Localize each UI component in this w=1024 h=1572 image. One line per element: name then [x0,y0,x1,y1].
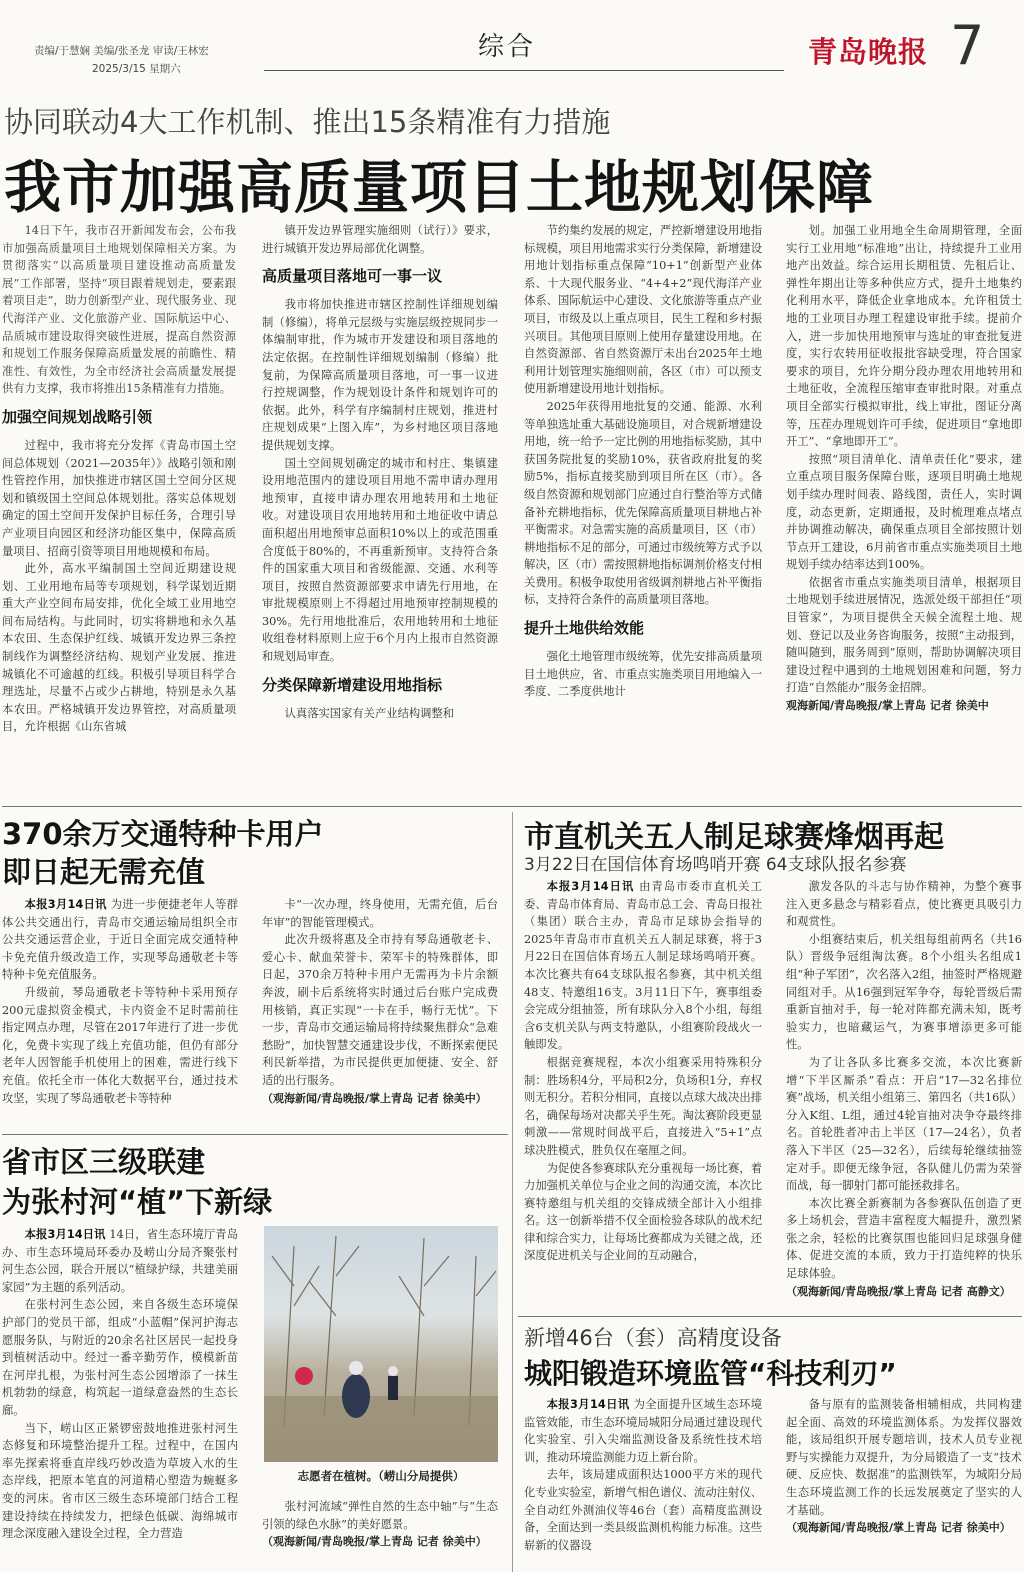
chengyang-text: 为全面提升区域生态环境监管效能，市生态环境局城阳分局通过建设现代化实验室、引入尖端监测设备及系统性技术培训，推动环境监测能力迈上新台阶。 [524,1398,762,1464]
photo-illustration [264,1226,498,1462]
photo-caption: 志愿者在植树。（崂山分局提供） [297,1469,465,1483]
chengyang-column-1 [524,1396,762,1572]
dateline: 本报3月14日讯 [24,1228,106,1241]
section-name: 综合 [478,32,537,62]
football-story-text: 小组赛结束后，机关组每组前两名（共16队）晋级争冠组淘汰赛。8个小组头名组成1组“种子军团”，次名落入2组，抽签时严格规避同组对手。从16强到冠军争夺，每轮晋级后需重新盲抽对手，每一轮对阵都充满未知，既考验实力，也暗藏运气，为赛事增添更多可能性。 [786,932,1022,1052]
chengyang-headline: 城阳锻造环境监管“科技利刃” [524,1357,897,1390]
river-story-column-1 [2,1226,238,1572]
lead-headline: 我市加强高质量项目土地规划保障 [4,155,874,221]
river-story-headline-2: 为张村河“植”下新绿 [2,1185,273,1219]
lead-intro: 14日下午，我市召开新闻发布会，公布我市加强高质量项目土地规划保障相关方案。为贯彻落实“以高质量项目建设推动高质量发展”工作部署，坚持“项目跟着规划走，要素跟着项目走”，助力创新型产业、现代服务业、现代海洋产业、文化旅游产业、国际航运中心、品质城市建设取得突破性进展，提高自然资源和规划工作服务保障高质量发展的前瞻性、精准性、有效性，为全市经济社会高质量发展提供有力支撑，我市将推出15条精准有力措施。 [2,224,236,396]
football-story-headline: 市直机关五人制足球赛烽烟再起 [524,820,944,855]
subhead-supply: 提升土地供给效能 [524,619,645,638]
dateline: 本报3月14日讯 [24,898,107,911]
lead-paragraph: 此外，高水平编制国土空间近期建设规划、工业用地布局等专项规划，科学谋划近期重大产业空间布局安排，优化全域工业用地空间布局结构。与此同时，切实将耕地和永久基本农田、生态保护红线、城镇开发边界三条控制线作为调整经济结构、规划产业发展、推进城镇化不可逾越的红线。积极引导项目科学合理选址，尽量不占或少占耕地，特别是永久基本农田。严格城镇开发边界管控，对高质量项目，允许根据《山东省城 [2,562,236,734]
lead-paragraph: 强化土地管理市级统筹，优先安排高质量项目土地供应，省、市重点实施类项目用地编入一季度、二季度供地计 [524,650,762,699]
paper-logo: 青岛晚报 [808,35,929,69]
river-story-column-2 [262,1498,498,1572]
chengyang-column-2 [786,1396,1022,1572]
lead-column-4 [786,222,1022,802]
card-story-text: 升级前，琴岛通敬老卡等特种卡采用预存200元虚拟资金模式，卡内资金不足时需前往指定网点办理，尽管在2017年进行了进一步优化，免费卡实现了线上充值功能，但仍有部分老年人因智能手机使用上的困难，需进行线下充值。依托全市一体化大数据平台，通过技术攻坚，实现了琴岛通敬老卡等特种 [2,985,238,1105]
football-story-text: 为促使各参赛球队充分重视每一场比赛，着力加强机关单位与企业之间的沟通交流，本次比赛特邀组与机关组的交锋成绩全部计入小组排名。这一创新举措不仅全面检验各球队的战术纪律和综合实力，让每场比赛都成为关键之战，还深度促进机关与企业间的互动融合， [524,1161,762,1263]
lead-column-1 [2,222,236,802]
football-story-text: 本次比赛全新赛制为各参赛队伍创造了更多上场机会，营造丰富程度大幅提升，激烈紧张之余，轻松的比赛氛围也能回归足球强身健体、促进交流的本质，致力于打造纯粹的快乐足球体验。 [786,1196,1022,1281]
card-story-text: 此次升级将惠及全市持有琴岛通敬老卡、爱心卡、献血荣誉卡、荣军卡的特殊群体，即日起，370余万特种卡用户无需再为卡片余额奔波，刷卡后系统将实时通过后台账户完成费用核销，真正实现“一卡在手，畅行无忧”。下一步，青岛市交通运输局将持续聚焦群众“急难愁盼”，加快智慧交通建设步伐，不断探索便民利民新举措，为市民提供更加便捷、安全、舒适的出行服务。 [262,933,498,1087]
chengyang-text: 去年，该局建成面积达1000平方米的现代化专业实验室，新增气相色谱仪、流动注射仪、全自动红外测油仪等46台（套）高精度监测设备，全面达到一类县级监测机构能力标准。这些崭新的仪器设 [524,1468,762,1552]
lead-kicker: 协同联动4大工作机制、推出15条精准有力措施 [4,105,611,139]
football-story-column-1 [524,878,762,1312]
card-story-column-1 [2,896,238,1128]
card-story-column-2 [262,896,498,1128]
lead-paragraph: 我市将加快推进市辖区控制性详细规划编制（修编），将单元层级与实施层级控规同步一体编制审批，作为城市开发建设和项目落地的法定依据。在控制性详细规划编制（修编）批复前，为保障高质量项目落地，可一事一议进行控规调整，作为规划设计条件和规划许可的依据。此外，科学有序编制村庄规划，推进村庄规划成果“上图入库”，为乡村地区项目落地提供规划支撑。 [262,298,498,452]
subhead-quota: 分类保障新增建设用地指标 [262,675,443,694]
page-header [0,0,1024,80]
chengyang-kicker: 新增46台（套）高精度设备 [524,1326,782,1350]
lead-column-3 [524,222,762,802]
header-meta [34,42,209,78]
lead-paragraph: 划。加强工业用地全生命周期管理，全面实行工业用地“标准地”出让，持续提升工业用地产出效益。综合运用长期租赁、先租后让、弹性年期出让等多种供应方式，提升土地集约化利用水平，降低企业拿地成本。允许租赁土地的工业项目办理工程建设审批手续。提前介入，进一步加快用地预审与选址的审查批复进度，实行农转用征收报批容缺受理，符合国家要求的项目，允许分期分段办理农用地转用和土地征收，全流程压缩审查审批时限。对重点项目全部实行模拟审批，线上审批，图证分离等，压茬办理规划许可手续，促进项目“拿地即开工”、“拿地即开工”。 [786,224,1022,449]
river-story-text: 张村河流域“弹性自然的生态中轴”与“生态引领的绿色水脉”的美好愿景。 [262,1500,498,1531]
lead-paragraph: 认真落实国家有关产业结构调整和 [284,706,455,720]
card-story-text: 为进一步便捷老年人等群体公共交通出行，青岛市交通运输局组织全市公共交通运营企业，于近日全面完成交通特种卡免充值升级改造工作，实现琴岛通敬老卡等特种卡免充值服务。 [2,898,238,982]
tree-planting-photo [264,1226,498,1462]
chengyang-text: 备与原有的监测装备相辅相成，共同构建起全面、高效的环境监测体系。为发挥仪器效能，该局组织开展专题培训，技术人员专业视野与实操能力双提升，为分局锻造了一支“技术硬、反应快、数据准”的监测铁军，为城阳分局生态环境监测工作的长远发展奠定了坚实的人才基础。 [786,1398,1022,1517]
lead-paragraph: 按照“项目清单化、清单责任化”要求，建立重点项目服务保障台账，逐项目明确土地规划手续办理时间表、路线图，责任人，实时调度，动态更新，定期通报，及时梳理难点堵点并协调推动解决，确保重点项目全部按照计划节点开工建设，6月前省市重点实施类项目土地规划手续办结率达到100%。 [786,452,1022,572]
lead-column-2 [262,222,498,802]
divider [2,806,1022,807]
river-story-text: 在张村河生态公园，来自各级生态环境保护部门的党员干部，组成“小蓝帽”保河护海志愿服务队，与附近的20余名社区居民一起投身到植树活动中。经过一番辛勤劳作，模模新苗在河岸扎根，为张村河生态公园增添了一抹生机勃勃的绿意，构筑起一道绿意盎然的生态长廊。 [2,1298,238,1417]
header-rule [264,70,784,71]
football-story-text: 由青岛市委市直机关工委、青岛市体育局、青岛市总工会、青岛日报社（集团）联合主办，青岛市足球协会指导的2025年青岛市市直机关五人制足球赛，将于3月22日在国信体育场五人制足球场鸣哨开赛。本次比赛共有64支球队报名参赛，其中机关组48支、特邀组16支。3月11日下午，赛事组委会完成分组抽签，所有球队分入8个小组，每组含6支机关队与两支特邀队，小组赛阶段战火一触即发。 [524,880,762,1052]
football-story-text: 为了让各队多比赛多交流，本次比赛新增“下半区厮杀”看点：开启“17—32名排位赛”战场，机关组小组第三、第四名（共16队）分入K组、L组，通过4轮盲抽对决争夺最终排名。首轮胜者冲击上半区（17—24名），负者落入下半区（25—32名），后续每轮继续抽签定对手。即便无缘争冠，各队健儿仍需为荣誉而战，每一脚射门都可能拯救排名。 [786,1055,1022,1193]
page-number: 7 [950,14,985,77]
football-story-text: 激发各队的斗志与协作精神，为整个赛事注入更多悬念与精彩看点，使比赛更具吸引力和观赏性。 [786,880,1022,929]
river-story-text: 当下，崂山区正紧锣密鼓地推进张村河生态修复和环境整治提升工程。过程中，在国内率先探索将垂直岸线巧妙改造为草坡入水的生态岸线，把原本笔直的河道精心塑造为蜿蜒多变的河床。省市区三级生态环境部门结合工程建设持续在持续发力，把绿色低碳、海绵城市理念深度融入建设全过程，全力营造 [2,1421,238,1541]
editors-line: 责编/于慧娴 美编/张圣龙 审读/王林宏 [34,45,209,57]
river-story-headline-1: 省市区三级联建 [2,1145,206,1179]
chengyang-byline: （观海新闻/青岛晚报/掌上青岛 记者 徐美中） [786,1521,1011,1535]
dateline: 本报3月14日讯 [546,1398,630,1411]
lead-paragraph: 国土空间规划确定的城市和村庄、集镇建设用地范围内的建设项目用地不需申请办理用地预审，直接申请办理农用地转用和土地征收。对建设项目农用地转用和土地征收中请总面积超出用地预审总面积10%以上的或范围重合度低于80%的，不再重新预审。支持符合条件的国家重大项目和省级能源、交通、水利等项目，按照自然资源部要求申请先行用地，在审批规模原则上不得超过用地预审控制规模的30%。先行用地批准后，农用地转用和土地征收组卷材料原则上应于6个月内上报市自然资源和规划局审查。 [262,456,498,664]
subhead-spatial: 加强空间规划战略引领 [2,407,153,426]
football-story-byline: （观海新闻/青岛晚报/掌上青岛 记者 高静文） [786,1284,1011,1298]
lead-paragraph: 依据省市重点实施类项目清单，根据项目土地规划手续进展情况，选派处级干部担任“项目管家”，为项目提供全天候全流程土地、规划、登记以及业务咨询服务，按照“主动报到，随叫随到，服务周到”原则，帮助协调解决项目建设过程中遇到的土地规划困难和问题，努力打造“自然能办”服务金招牌。 [786,575,1022,695]
football-story-subtitle: 3月22日在国信体育场鸣哨开赛 64支球队报名参赛 [524,855,907,875]
river-story-byline: （观海新闻/青岛晚报/掌上青岛 记者 徐美中） [262,1535,487,1549]
card-story-headline-1: 370余万交通特种卡用户 [2,817,324,851]
river-story-text: 14日，省生态环境厅青岛办、市生态环境局环委办及崂山分局齐聚张村河生态公园，联合开展以“植绿护绿，共建美丽家园”为主题的系列活动。 [2,1228,238,1294]
lead-paragraph: 节约集约发展的规定，严控新增建设用地指标规模，项目用地需求实行分类保障，新增建设用地计划指标重点保障“10+1”创新型产业体系、十大现代服务业、“4+4+2”现代海洋产业体系、国际航运中心建设、文化旅游等重点产业项目，市级及以上重点项目，民生工程和乡村振兴项目。其他项目原则上使用存量建设用地。在自然资源部、省自然资源厅未出台2025年土地利用计划管理实施细则前，各区（市）可以预支使用新增建设用地计划指标。 [524,224,762,396]
lead-paragraph: 镇开发边界管理实施细则（试行）》要求，进行城镇开发边界局部优化调整。 [262,224,498,255]
lead-paragraph: 过程中，我市将充分发挥《青岛市国土空间总体规划（2021—2035年）》战略引领和刚性管控作用，加快推进市辖区国土空间分区规划和镇级国土空间总体规划批。落实总体规划确定的国土空间开发保护目标任务，合理引导产业项目向园区和经济功能区集中，保障高质量项目、招商引资等项目用地规模和布局。 [2,438,236,558]
subhead-projects: 高质量项目落地可一事一议 [262,267,443,286]
football-story-column-2 [786,878,1022,1312]
card-story-text: 卡“一次办理，终身使用，无需充值，后台年审”的智能管理模式。 [262,898,498,929]
dateline: 本报3月14日讯 [546,880,635,893]
lead-byline: 观海新闻/青岛晚报/掌上青岛 记者 徐美中 [786,699,989,713]
card-story-byline: （观海新闻/青岛晚报/掌上青岛 记者 徐美中） [262,1091,487,1105]
lead-paragraph: 2025年获得用地批复的交通、能源、水利等单独选址重大基础设施项目，对合规新增建设用地，统一给予一定比例的用地指标奖励，其中获国务院批复的奖励10%，获省政府批复的奖励5%，指标直接奖励到项目所在区（市）。各级自然资源和规划部门应通过自行整治等方式储备补充耕地指标，优先保障高质量项目耕地占补平衡需求。对急需实施的高质量项目，区（市）耕地指标不足的部分，可通过市级统筹方式予以解决，区（市）需按照耕地指标调剂价格支付相关费用。积极争取使用省级调剂耕地占补平衡指标，支持符合条件的高质量项目落地。 [524,399,762,607]
date-line: 2025/3/15 星期六 [92,63,181,75]
card-story-headline-2: 即日起无需充值 [2,855,206,889]
column-divider [512,812,513,1572]
divider [518,1316,1022,1317]
football-story-text: 根据竞赛规程，本次小组赛采用特殊积分制：胜场积4分，平局积2分，负场积1分，弃权则无积分。若积分相同，直接以点球大战决出排名，确保每场对决都关乎生死。淘汰赛阶段更显刺激——常规时间战平后，直接进入“5+1”点球决胜模式，胜负仅在毫厘之间。 [524,1055,762,1157]
divider [2,1134,508,1135]
